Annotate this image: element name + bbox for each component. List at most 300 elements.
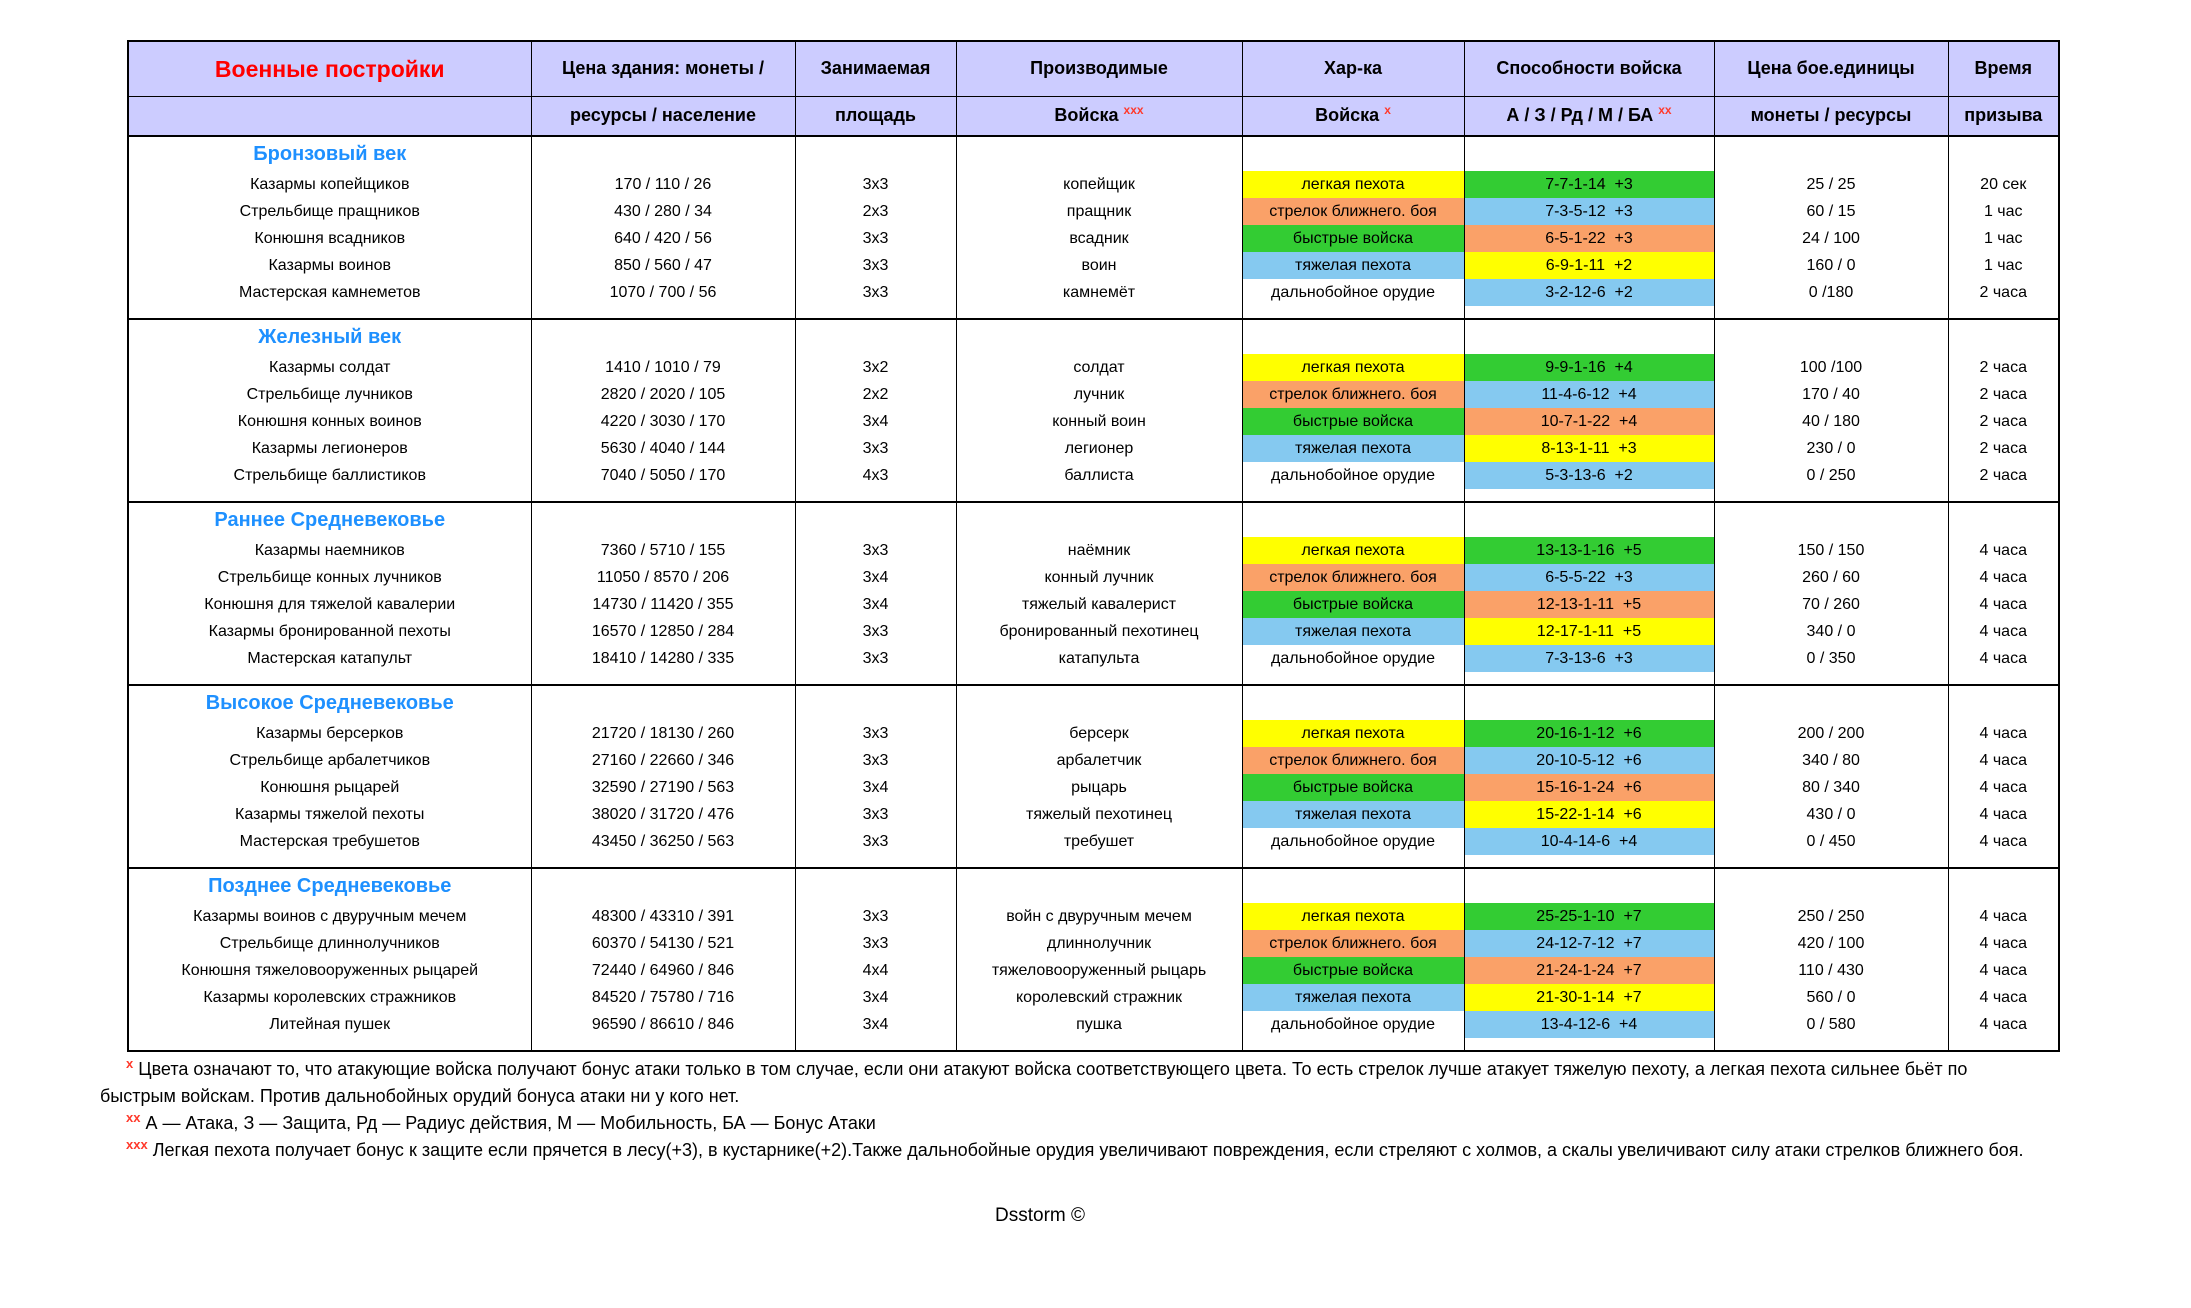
era-title-row xyxy=(128,502,2059,537)
unit-name-cell: наёмник xyxy=(956,537,1242,564)
spacer-cell xyxy=(956,306,1242,319)
building-price-cell: 7040 / 5050 / 170 xyxy=(531,462,795,489)
area-cell: 2x2 xyxy=(795,381,956,408)
building-name-cell: Казармы королевских стражников xyxy=(128,984,531,1011)
abilities-cell: 10-4-14-6 +4 xyxy=(1464,828,1714,855)
recruit-time-cell: 4 часа xyxy=(1948,537,2059,564)
unit-row xyxy=(128,747,2059,774)
unit-price-cell: 110 / 430 xyxy=(1714,957,1948,984)
era-title-row xyxy=(128,136,2059,171)
empty-cell xyxy=(956,136,1242,171)
recruit-time-cell: 4 часа xyxy=(1948,801,2059,828)
header-recruit-time-2: призыва xyxy=(1948,96,2059,136)
unit-name-cell: арбалетчик xyxy=(956,747,1242,774)
spacer-cell xyxy=(128,855,531,868)
unit-class-cell: стрелок ближнего. боя xyxy=(1242,198,1464,225)
spacer-cell xyxy=(1948,855,2059,868)
era-section xyxy=(128,502,2059,685)
section-spacer-row xyxy=(128,306,2059,319)
building-price-cell: 5630 / 4040 / 144 xyxy=(531,435,795,462)
abilities-cell: 6-9-1-11 +2 xyxy=(1464,252,1714,279)
building-name-cell: Стрельбище длиннолучников xyxy=(128,930,531,957)
recruit-time-cell: 4 часа xyxy=(1948,903,2059,930)
building-price-cell: 14730 / 11420 / 355 xyxy=(531,591,795,618)
abilities-cell: 7-7-1-14 +3 xyxy=(1464,171,1714,198)
building-price-cell: 16570 / 12850 / 284 xyxy=(531,618,795,645)
footnote-colors xyxy=(100,1056,2030,1110)
unit-class-cell: дальнобойное орудие xyxy=(1242,462,1464,489)
spacer-cell xyxy=(795,1038,956,1051)
building-name-cell: Мастерская камнеметов xyxy=(128,279,531,306)
spacer-cell xyxy=(128,1038,531,1051)
spacer-cell xyxy=(1464,855,1714,868)
empty-cell xyxy=(956,502,1242,537)
empty-cell xyxy=(1948,685,2059,720)
spacer-cell xyxy=(1714,306,1948,319)
empty-cell xyxy=(1242,136,1464,171)
unit-row xyxy=(128,930,2059,957)
footnote-marker: xx xyxy=(126,1110,141,1125)
empty-cell xyxy=(795,685,956,720)
empty-cell xyxy=(1242,319,1464,354)
building-price-cell: 60370 / 54130 / 521 xyxy=(531,930,795,957)
spacer-cell xyxy=(795,306,956,319)
recruit-time-cell: 1 час xyxy=(1948,252,2059,279)
empty-cell xyxy=(956,868,1242,903)
building-price-cell: 72440 / 64960 / 846 xyxy=(531,957,795,984)
empty-cell xyxy=(1948,502,2059,537)
unit-price-cell: 170 / 40 xyxy=(1714,381,1948,408)
unit-row xyxy=(128,279,2059,306)
header-produced-units-2: Войска $^{xxx}$ xyxy=(956,96,1242,136)
abilities-cell: 10-7-1-22 +4 xyxy=(1464,408,1714,435)
building-name-cell: Стрельбище баллистиков xyxy=(128,462,531,489)
unit-class-cell: тяжелая пехота xyxy=(1242,984,1464,1011)
section-spacer-row xyxy=(128,672,2059,685)
spacer-cell xyxy=(1464,672,1714,685)
unit-price-cell: 0 /180 xyxy=(1714,279,1948,306)
area-cell: 3x3 xyxy=(795,720,956,747)
building-price-cell: 640 / 420 / 56 xyxy=(531,225,795,252)
area-cell: 3x2 xyxy=(795,354,956,381)
empty-cell xyxy=(795,319,956,354)
abilities-cell: 12-13-1-11 +5 xyxy=(1464,591,1714,618)
unit-name-cell: тяжелый пехотинец xyxy=(956,801,1242,828)
unit-row xyxy=(128,828,2059,855)
unit-row xyxy=(128,645,2059,672)
unit-price-cell: 60 / 15 xyxy=(1714,198,1948,225)
unit-row xyxy=(128,591,2059,618)
unit-name-cell: баллиста xyxy=(956,462,1242,489)
abilities-cell: 11-4-6-12 +4 xyxy=(1464,381,1714,408)
unit-price-cell: 160 / 0 xyxy=(1714,252,1948,279)
unit-class-cell: тяжелая пехота xyxy=(1242,801,1464,828)
spacer-cell xyxy=(1242,672,1464,685)
abilities-cell: 20-16-1-12 +6 xyxy=(1464,720,1714,747)
unit-name-cell: воин xyxy=(956,252,1242,279)
recruit-time-cell: 4 часа xyxy=(1948,591,2059,618)
header-abilities: Способности войска xyxy=(1464,41,1714,96)
building-name-cell: Конюшня конных воинов xyxy=(128,408,531,435)
building-name-cell: Казармы бронированной пехоты xyxy=(128,618,531,645)
military-buildings-table xyxy=(127,40,2060,1052)
unit-class-cell: легкая пехота xyxy=(1242,537,1464,564)
building-name-cell: Стрельбище конных лучников xyxy=(128,564,531,591)
unit-class-cell: быстрые войска xyxy=(1242,225,1464,252)
unit-name-cell: длиннолучник xyxy=(956,930,1242,957)
unit-class-cell: стрелок ближнего. боя xyxy=(1242,381,1464,408)
unit-row xyxy=(128,252,2059,279)
building-price-cell: 11050 / 8570 / 206 xyxy=(531,564,795,591)
spacer-cell xyxy=(956,855,1242,868)
table-title-cell xyxy=(128,41,531,96)
spacer-cell xyxy=(956,672,1242,685)
building-name-cell: Казармы легионеров xyxy=(128,435,531,462)
unit-row xyxy=(128,801,2059,828)
recruit-time-cell: 4 часа xyxy=(1948,747,2059,774)
spacer-cell xyxy=(128,672,531,685)
building-name-cell: Казармы воинов с двуручным мечем xyxy=(128,903,531,930)
empty-cell xyxy=(1714,136,1948,171)
area-cell: 3x4 xyxy=(795,591,956,618)
building-price-cell: 850 / 560 / 47 xyxy=(531,252,795,279)
unit-price-cell: 0 / 580 xyxy=(1714,1011,1948,1038)
recruit-time-cell: 20 сек xyxy=(1948,171,2059,198)
building-price-cell: 27160 / 22660 / 346 xyxy=(531,747,795,774)
area-cell: 2x3 xyxy=(795,198,956,225)
abilities-cell: 6-5-1-22 +3 xyxy=(1464,225,1714,252)
unit-name-cell: войн с двуручным мечем xyxy=(956,903,1242,930)
unit-name-cell: легионер xyxy=(956,435,1242,462)
spacer-cell xyxy=(1714,489,1948,502)
recruit-time-cell: 4 часа xyxy=(1948,957,2059,984)
spacer-cell xyxy=(531,855,795,868)
area-cell: 3x3 xyxy=(795,279,956,306)
section-spacer-row xyxy=(128,489,2059,502)
unit-price-cell: 260 / 60 xyxy=(1714,564,1948,591)
abilities-cell: 21-24-1-24 +7 xyxy=(1464,957,1714,984)
building-price-cell: 7360 / 5710 / 155 xyxy=(531,537,795,564)
footnote-marker-xx: xx xyxy=(1658,103,1672,118)
recruit-time-cell: 2 часа xyxy=(1948,462,2059,489)
area-cell: 3x4 xyxy=(795,1011,956,1038)
header-unit-class: Хар-ка xyxy=(1242,41,1464,96)
recruit-time-cell: 2 часа xyxy=(1948,279,2059,306)
empty-cell xyxy=(1242,868,1464,903)
footnote-marker: xxx xyxy=(126,1137,148,1152)
building-name-cell: Конюшня тяжеловооруженных рыцарей xyxy=(128,957,531,984)
unit-class-cell: легкая пехота xyxy=(1242,354,1464,381)
recruit-time-cell: 4 часа xyxy=(1948,1011,2059,1038)
abilities-cell: 6-5-5-22 +3 xyxy=(1464,564,1714,591)
abilities-cell: 15-22-1-14 +6 xyxy=(1464,801,1714,828)
recruit-time-cell: 4 часа xyxy=(1948,564,2059,591)
era-section xyxy=(128,136,2059,319)
recruit-time-cell: 4 часа xyxy=(1948,618,2059,645)
recruit-time-cell: 4 часа xyxy=(1948,774,2059,801)
era-section xyxy=(128,319,2059,502)
empty-cell xyxy=(956,685,1242,720)
building-name-cell: Литейная пушек xyxy=(128,1011,531,1038)
unit-name-cell: королевский стражник xyxy=(956,984,1242,1011)
header-building-price-2: ресурсы / население xyxy=(531,96,795,136)
spacer-cell xyxy=(1948,672,2059,685)
building-price-cell: 38020 / 31720 / 476 xyxy=(531,801,795,828)
header-unit-price: Цена бое.единицы xyxy=(1714,41,1948,96)
era-title-row xyxy=(128,685,2059,720)
recruit-time-cell: 4 часа xyxy=(1948,828,2059,855)
unit-class-cell: стрелок ближнего. боя xyxy=(1242,930,1464,957)
building-name-cell: Мастерская катапульт xyxy=(128,645,531,672)
unit-class-cell: быстрые войска xyxy=(1242,408,1464,435)
spacer-cell xyxy=(531,306,795,319)
unit-name-cell: требушет xyxy=(956,828,1242,855)
empty-cell xyxy=(1714,685,1948,720)
empty-cell xyxy=(1714,319,1948,354)
unit-row xyxy=(128,462,2059,489)
abilities-cell: 7-3-13-6 +3 xyxy=(1464,645,1714,672)
unit-price-cell: 0 / 250 xyxy=(1714,462,1948,489)
unit-price-cell: 430 / 0 xyxy=(1714,801,1948,828)
unit-price-cell: 100 /100 xyxy=(1714,354,1948,381)
abilities-cell: 13-4-12-6 +4 xyxy=(1464,1011,1714,1038)
area-cell: 3x3 xyxy=(795,747,956,774)
empty-cell xyxy=(531,685,795,720)
building-name-cell: Стрельбище лучников xyxy=(128,381,531,408)
spacer-cell xyxy=(1948,306,2059,319)
recruit-time-cell: 4 часа xyxy=(1948,930,2059,957)
empty-cell xyxy=(1948,136,2059,171)
era-section xyxy=(128,868,2059,1051)
building-name-cell: Казармы солдат xyxy=(128,354,531,381)
abilities-cell: 7-3-5-12 +3 xyxy=(1464,198,1714,225)
empty-cell xyxy=(1464,868,1714,903)
footnote-marker-x: x xyxy=(1384,103,1391,118)
spacer-cell xyxy=(1242,1038,1464,1051)
abilities-cell: 25-25-1-10 +7 xyxy=(1464,903,1714,930)
building-price-cell: 170 / 110 / 26 xyxy=(531,171,795,198)
building-name-cell: Казармы берсерков xyxy=(128,720,531,747)
header-recruit-time: Время xyxy=(1948,41,2059,96)
footnote-marker-xxx: xxx xyxy=(1123,103,1144,118)
unit-name-cell: берсерк xyxy=(956,720,1242,747)
unit-price-cell: 150 / 150 xyxy=(1714,537,1948,564)
unit-name-cell: катапульта xyxy=(956,645,1242,672)
unit-class-cell: тяжелая пехота xyxy=(1242,618,1464,645)
area-cell: 3x4 xyxy=(795,564,956,591)
recruit-time-cell: 4 часа xyxy=(1948,645,2059,672)
footnote-terrain-bonus xyxy=(100,1137,2030,1164)
area-cell: 4x3 xyxy=(795,462,956,489)
spacer-cell xyxy=(128,489,531,502)
building-price-cell: 32590 / 27190 / 563 xyxy=(531,774,795,801)
unit-price-cell: 420 / 100 xyxy=(1714,930,1948,957)
footnotes xyxy=(100,1056,2030,1164)
building-name-cell: Конюшня для тяжелой кавалерии xyxy=(128,591,531,618)
abilities-cell: 5-3-13-6 +2 xyxy=(1464,462,1714,489)
recruit-time-cell: 1 час xyxy=(1948,225,2059,252)
unit-row xyxy=(128,1011,2059,1038)
building-name-cell: Конюшня рыцарей xyxy=(128,774,531,801)
unit-class-cell: легкая пехота xyxy=(1242,171,1464,198)
building-price-cell: 2820 / 2020 / 105 xyxy=(531,381,795,408)
building-name-cell: Стрельбище арбалетчиков xyxy=(128,747,531,774)
footnote-text: А — Атака, З — Защита, Рд — Радиус действия, М — Мобильность, БА — Бонус Атаки xyxy=(145,1113,876,1133)
building-name-cell: Конюшня всадников xyxy=(128,225,531,252)
building-price-cell: 43450 / 36250 / 563 xyxy=(531,828,795,855)
section-spacer-row xyxy=(128,1038,2059,1051)
unit-class-cell: стрелок ближнего. боя xyxy=(1242,747,1464,774)
recruit-time-cell: 2 часа xyxy=(1948,381,2059,408)
footnote-abbreviations xyxy=(100,1110,2030,1137)
empty-cell xyxy=(795,868,956,903)
unit-price-cell: 340 / 0 xyxy=(1714,618,1948,645)
spacer-cell xyxy=(1714,672,1948,685)
empty-cell xyxy=(531,868,795,903)
recruit-time-cell: 4 часа xyxy=(1948,720,2059,747)
unit-name-cell: тяжелый кавалерист xyxy=(956,591,1242,618)
area-cell: 3x3 xyxy=(795,801,956,828)
unit-class-cell: быстрые войска xyxy=(1242,774,1464,801)
building-price-cell: 1070 / 700 / 56 xyxy=(531,279,795,306)
empty-cell xyxy=(1464,136,1714,171)
empty-cell xyxy=(795,502,956,537)
building-name-cell: Казармы наемников xyxy=(128,537,531,564)
unit-row xyxy=(128,435,2059,462)
empty-cell xyxy=(531,319,795,354)
recruit-time-cell: 2 часа xyxy=(1948,408,2059,435)
header-abilities-2: А / З / Рд / М / БА $^{xx}$ xyxy=(1464,96,1714,136)
building-price-cell: 96590 / 86610 / 846 xyxy=(531,1011,795,1038)
unit-row xyxy=(128,618,2059,645)
spacer-cell xyxy=(795,489,956,502)
empty-cell xyxy=(1242,685,1464,720)
unit-price-cell: 250 / 250 xyxy=(1714,903,1948,930)
spacer-cell xyxy=(1464,1038,1714,1051)
area-cell: 3x3 xyxy=(795,537,956,564)
table-title: Военные постройки xyxy=(214,55,445,82)
abilities-cell: 21-30-1-14 +7 xyxy=(1464,984,1714,1011)
spacer-cell xyxy=(1714,855,1948,868)
footnote-marker: x xyxy=(126,1056,134,1071)
abilities-cell: 8-13-1-11 +3 xyxy=(1464,435,1714,462)
area-cell: 3x3 xyxy=(795,225,956,252)
abilities-cell: 3-2-12-6 +2 xyxy=(1464,279,1714,306)
spacer-cell xyxy=(1948,1038,2059,1051)
spacer-cell xyxy=(956,1038,1242,1051)
era-title-cell: Железный век xyxy=(128,319,531,354)
spacer-cell xyxy=(956,489,1242,502)
area-cell: 3x3 xyxy=(795,435,956,462)
abilities-cell: 9-9-1-16 +4 xyxy=(1464,354,1714,381)
building-name-cell: Мастерская требушетов xyxy=(128,828,531,855)
unit-price-cell: 24 / 100 xyxy=(1714,225,1948,252)
era-title-cell: Раннее Средневековье xyxy=(128,502,531,537)
unit-row xyxy=(128,225,2059,252)
table-header xyxy=(128,41,2059,136)
unit-class-cell: дальнобойное орудие xyxy=(1242,645,1464,672)
unit-row xyxy=(128,720,2059,747)
unit-name-cell: пушка xyxy=(956,1011,1242,1038)
abilities-cell: 13-13-1-16 +5 xyxy=(1464,537,1714,564)
spacer-cell xyxy=(795,855,956,868)
unit-name-cell: всадник xyxy=(956,225,1242,252)
recruit-time-cell: 2 часа xyxy=(1948,354,2059,381)
unit-row xyxy=(128,564,2059,591)
spacer-cell xyxy=(1242,306,1464,319)
building-price-cell: 21720 / 18130 / 260 xyxy=(531,720,795,747)
unit-name-cell: камнемёт xyxy=(956,279,1242,306)
unit-row xyxy=(128,198,2059,225)
building-price-cell: 430 / 280 / 34 xyxy=(531,198,795,225)
era-title-cell: Бронзовый век xyxy=(128,136,531,171)
unit-name-cell: лучник xyxy=(956,381,1242,408)
unit-price-cell: 70 / 260 xyxy=(1714,591,1948,618)
unit-name-cell: рыцарь xyxy=(956,774,1242,801)
unit-row xyxy=(128,537,2059,564)
empty-cell xyxy=(1464,685,1714,720)
empty-cell xyxy=(1464,502,1714,537)
unit-class-cell: дальнобойное орудие xyxy=(1242,1011,1464,1038)
unit-price-cell: 230 / 0 xyxy=(1714,435,1948,462)
unit-price-cell: 80 / 340 xyxy=(1714,774,1948,801)
area-cell: 3x3 xyxy=(795,618,956,645)
area-cell: 3x4 xyxy=(795,408,956,435)
empty-cell xyxy=(956,319,1242,354)
area-cell: 3x3 xyxy=(795,903,956,930)
recruit-time-cell: 1 час xyxy=(1948,198,2059,225)
building-name-cell: Казармы копейщиков xyxy=(128,171,531,198)
unit-price-cell: 0 / 350 xyxy=(1714,645,1948,672)
unit-name-cell: конный воин xyxy=(956,408,1242,435)
unit-class-cell: стрелок ближнего. боя xyxy=(1242,564,1464,591)
unit-price-cell: 0 / 450 xyxy=(1714,828,1948,855)
unit-price-cell: 200 / 200 xyxy=(1714,720,1948,747)
unit-name-cell: солдат xyxy=(956,354,1242,381)
empty-cell xyxy=(1714,868,1948,903)
recruit-time-cell: 4 часа xyxy=(1948,984,2059,1011)
spacer-cell xyxy=(1464,489,1714,502)
table-title-cell-2 xyxy=(128,96,531,136)
unit-row xyxy=(128,408,2059,435)
building-name-cell: Стрельбище пращников xyxy=(128,198,531,225)
section-spacer-row xyxy=(128,855,2059,868)
area-cell: 3x4 xyxy=(795,984,956,1011)
building-price-cell: 48300 / 43310 / 391 xyxy=(531,903,795,930)
area-cell: 3x3 xyxy=(795,252,956,279)
empty-cell xyxy=(531,502,795,537)
area-cell: 3x3 xyxy=(795,930,956,957)
building-name-cell: Казармы тяжелой пехоты xyxy=(128,801,531,828)
empty-cell xyxy=(1948,868,2059,903)
era-title-row xyxy=(128,868,2059,903)
building-price-cell: 18410 / 14280 / 335 xyxy=(531,645,795,672)
spacer-cell xyxy=(795,672,956,685)
abilities-cell: 24-12-7-12 +7 xyxy=(1464,930,1714,957)
header-produced-units: Производимые xyxy=(956,41,1242,96)
unit-class-cell: легкая пехота xyxy=(1242,903,1464,930)
unit-row xyxy=(128,171,2059,198)
empty-cell xyxy=(531,136,795,171)
unit-class-cell: тяжелая пехота xyxy=(1242,435,1464,462)
building-name-cell: Казармы воинов xyxy=(128,252,531,279)
unit-row xyxy=(128,984,2059,1011)
unit-class-cell: дальнобойное орудие xyxy=(1242,279,1464,306)
spacer-cell xyxy=(531,1038,795,1051)
unit-row xyxy=(128,774,2059,801)
building-price-cell: 1410 / 1010 / 79 xyxy=(531,354,795,381)
unit-row xyxy=(128,354,2059,381)
